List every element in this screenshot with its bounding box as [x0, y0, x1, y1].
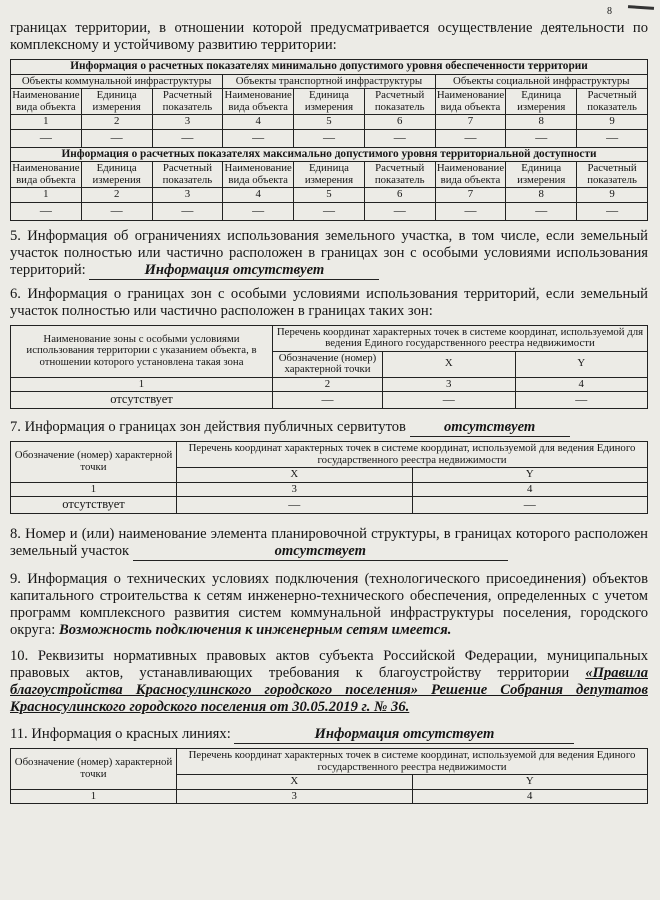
group-communal: Объекты коммунальной инфраструктуры: [11, 74, 223, 89]
table-cell: —: [515, 392, 648, 409]
section-8: [10, 526, 648, 561]
zones-col1-header: Наименование зоны с особыми условиями использования территории с указанием объекта, в отношении которого установлена такая зона: [11, 325, 273, 377]
min-indicators-table: [10, 59, 648, 221]
section-6-text: 6. Информация о границах зон с особыми условиями использования территорий, если земельный участок полностью или частично расположен в границах таких зон:: [10, 285, 648, 319]
table-cell: —: [506, 129, 577, 147]
table-cell: отсутствует: [11, 497, 177, 514]
table-cell: —: [364, 129, 435, 147]
group-social: Объекты социальной инфраструктуры: [435, 74, 647, 89]
red-lines-x-header: X: [177, 775, 413, 790]
section-9-value: Возможность подключения к инженерным сетям имеется.: [58, 622, 452, 638]
col-number: 1: [11, 377, 273, 392]
zones-x-header: X: [383, 351, 516, 377]
col-header: Расчетный показатель: [364, 162, 435, 188]
section-8-text: 8. Номер и (или) наименование элемента планировочной структуры, в границах которого расположен земельный участок: [10, 526, 648, 559]
section-5-text: 5. Информация об ограничениях использования земельного участка, в том числе, если земельный участок полностью или частично расположен в границах зон с особыми условиями использования территорий:: [10, 227, 648, 278]
col-number: 3: [177, 482, 413, 497]
table-cell: —: [435, 202, 506, 220]
table-cell: —: [223, 202, 294, 220]
servitude-table: [10, 441, 648, 514]
col-header: Единица измерения: [506, 89, 577, 115]
col-number: 2: [81, 115, 152, 130]
col-header: Наименование вида объекта: [436, 89, 505, 113]
table-cell: —: [577, 129, 648, 147]
col-number: 1: [11, 188, 82, 203]
zones-table: [10, 325, 648, 410]
max-table-title: Информация о расчетных показателях максимально допустимого уровня территориальной доступности: [11, 147, 648, 162]
col-number: 8: [506, 188, 577, 203]
col-number: 2: [273, 377, 383, 392]
col-number: 1: [11, 789, 177, 804]
table-cell: —: [177, 497, 413, 514]
col-number: 4: [223, 188, 294, 203]
col-header: Наименование вида объекта: [12, 162, 80, 186]
red-lines-y-header: Y: [412, 775, 648, 790]
table-cell: —: [81, 202, 152, 220]
table-cell: —: [506, 202, 577, 220]
section-8-value: отсутствует: [133, 543, 508, 561]
col-number: 6: [364, 188, 435, 203]
col-header: Единица измерения: [81, 162, 152, 188]
col-header: Расчетный показатель: [364, 89, 435, 115]
group-transport: Объекты транспортной инфраструктуры: [223, 74, 435, 89]
zones-point-header: Обозначение (номер) характерной точки: [273, 351, 383, 377]
servitude-y-header: Y: [412, 468, 648, 483]
table-cell: —: [11, 129, 82, 147]
col-header: Наименование вида объекта: [224, 89, 292, 113]
table-cell: —: [81, 129, 152, 147]
col-header: Единица измерения: [294, 162, 365, 188]
col-number: 4: [412, 789, 648, 804]
section-10-text: 10. Реквизиты нормативных правовых актов субъекта Российской Федерации, муниципальных правовых актов, устанавливающих требования к благоустройству территории: [10, 648, 648, 681]
col-number: 3: [177, 789, 413, 804]
table-cell: —: [152, 202, 223, 220]
col-number: 7: [435, 188, 506, 203]
col-number: 2: [81, 188, 152, 203]
col-number: 5: [294, 188, 365, 203]
col-number: 6: [364, 115, 435, 130]
table-cell: —: [223, 129, 294, 147]
col-number: 1: [11, 115, 82, 130]
col-number: 9: [577, 188, 648, 203]
table-cell: —: [383, 392, 516, 409]
section-7: [10, 419, 648, 437]
table-cell: —: [294, 129, 365, 147]
table-cell: —: [273, 392, 383, 409]
col-number: 7: [435, 115, 506, 130]
section-9: [10, 571, 648, 639]
section-10: [10, 648, 648, 716]
table-cell: —: [11, 202, 82, 220]
col-header: Расчетный показатель: [577, 162, 648, 188]
col-number: 4: [515, 377, 648, 392]
col-header: Единица измерения: [506, 162, 577, 188]
col-number: 4: [223, 115, 294, 130]
col-number: 8: [506, 115, 577, 130]
table-cell: —: [412, 497, 648, 514]
col-header: Расчетный показатель: [577, 89, 648, 115]
table-cell: —: [435, 129, 506, 147]
col-header: Расчетный показатель: [152, 89, 223, 115]
servitude-coords-header: Перечень координат характерных точек в системе координат, используемой для ведения Единого государственного реестра недвижимости: [177, 442, 648, 468]
section-7-text: 7. Информация о границах зон действия публичных сервитутов: [10, 419, 406, 435]
section-11: [10, 726, 648, 744]
min-table-title: Информация о расчетных показателях минимально допустимого уровня обеспеченности территории: [11, 60, 648, 75]
col-number: 1: [11, 482, 177, 497]
section-11-value: Информация отсутствует: [234, 726, 574, 744]
table-cell: —: [364, 202, 435, 220]
col-header: Единица измерения: [294, 89, 365, 115]
page-number: 8: [607, 6, 612, 17]
col-number: 4: [412, 482, 648, 497]
section-11-text: 11. Информация о красных линиях:: [10, 726, 231, 742]
col-number: 3: [383, 377, 516, 392]
red-lines-col1-header: Обозначение (номер) характерной точки: [11, 749, 177, 790]
zones-coords-header: Перечень координат характерных точек в системе координат, используемой для ведения Единого государственного реестра недвижимости: [273, 325, 648, 351]
col-header: Расчетный показатель: [152, 162, 223, 188]
table-cell: —: [152, 129, 223, 147]
col-header: Наименование вида объекта: [12, 89, 80, 113]
section-5-value: Информация отсутствует: [89, 262, 379, 280]
table-cell: отсутствует: [11, 392, 273, 409]
col-number: 5: [294, 115, 365, 130]
col-number: 3: [152, 188, 223, 203]
col-number: 3: [152, 115, 223, 130]
section-10-value: «Правила благоустройства Красносулинского городского поселения» Решение Собрания депутатов Красносулинского городского поселения от 30.05.2019 г. № 36.: [10, 665, 648, 715]
col-header: Наименование вида объекта: [224, 162, 292, 186]
col-header: Единица измерения: [81, 89, 152, 115]
col-header: Наименование вида объекта: [436, 162, 505, 186]
intro-text: границах территории, в отношении которой предусматривается осуществление деятельности по комплексному и устойчивому развитию территории:: [10, 20, 648, 53]
red-lines-coords-header: Перечень координат характерных точек в системе координат, используемой для ведения Единого государственного реестра недвижимости: [177, 749, 648, 775]
servitude-col1-header: Обозначение (номер) характерной точки: [11, 442, 177, 483]
servitude-x-header: X: [177, 468, 413, 483]
section-7-value: отсутствует: [410, 419, 570, 437]
section-9-text: 9. Информация о технических условиях подключения (технологического присоединения) объектов капитального строительства к сетям инженерно-технического обеспечения, определенных с учетом программ комплексного развития систем коммунальной инфраструктуры поселения, городского округа:: [10, 571, 648, 638]
zones-y-header: Y: [515, 351, 648, 377]
section-5: [10, 228, 648, 280]
col-number: 9: [577, 115, 648, 130]
red-lines-table: [10, 748, 648, 804]
table-cell: —: [577, 202, 648, 220]
table-cell: —: [294, 202, 365, 220]
